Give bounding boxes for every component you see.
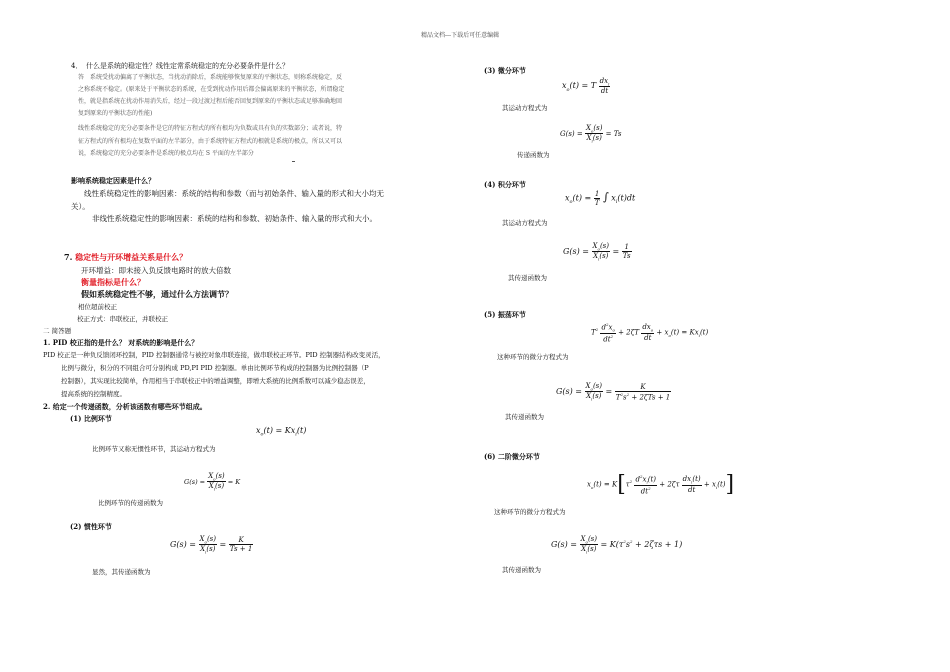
page-header: 精品文档---下载后可任意编辑 <box>421 32 500 39</box>
integral-text: 其运动方程式为 <box>502 219 548 227</box>
stability-factors-nonlinear: 非线性系统稳定性的影响因素：系统的结构和参数、初始条件、输入量的形式和大小。 <box>92 214 377 223</box>
question-7 <box>64 252 187 263</box>
second-order-derivative-equation: $x_o(t) = K[\tau^2$ $\frac{d^2x_i(t)}{dt^2}$ + 2ζτ $\frac{dx_i(t)}{dt}$ + $x_i(t)$] <box>587 472 735 497</box>
correction-methods: 校正方式：串联校正，并联校正 <box>77 315 168 323</box>
stability-factors-linear: 线性系统稳定性的影响因素：系统的结构和参数（而与初始条件、输入量的形式和大小均无 <box>84 189 384 198</box>
oscillation-text: 这种环节的微分方程式为 <box>497 353 569 361</box>
second-order-derivative-text: 这种环节的微分方程式为 <box>494 508 566 516</box>
q4-answer-line-7: 说，系统稳定的充分必要条件是系统的极点均在 S 平面的左半部分 <box>78 150 254 157</box>
question-7-number: 7. <box>64 252 73 262</box>
pid-question: 1. PID 校正指的是什么？ 对系统的影响是什么？ <box>43 338 199 347</box>
question-7-text: 稳定性与开环增益关系是什么？ <box>75 252 188 262</box>
derivative-text: 其运动方程式为 <box>502 104 548 112</box>
oscillation-equation: $T^2$ $\frac{d^2x_o}{dt^2}$ + 2ζT $\frac{dx_o}{dt}$ + $x_o(t) = Kx_i(t)$ <box>591 322 709 344</box>
q4-answer-line-1: 答 系统受扰动偏离了平衡状态，当扰动消除后，系统能够恢复原来的平衡状态，则称系统稳定，反 <box>78 74 343 81</box>
proportional-text: 比例环节又称无惯性环节，其运动方程式为 <box>92 445 216 453</box>
oscillation-tf-label: 其传递函数为 <box>505 413 544 421</box>
proportional-equation: $x_o(t) = Kx_i(t)$ <box>256 426 307 438</box>
adjust-method-question: 假如系统稳定性不够，通过什么方法调节？ <box>81 289 233 299</box>
q4-answer-line-5: 线性系统稳定的充分必要条件是它的特征方程式的所有根均为负数或具有负的实数部分；或者说，特 <box>78 125 343 132</box>
q4-answer-line-6: 征方程式的所有根均在复数平面的左半部分，由于系统特征方程式的根就是系统的极点，所以又可以 <box>78 138 343 145</box>
derivative-tf-label: 传递函数为 <box>517 151 550 159</box>
proportional-transfer-function: G(s) = $\frac{X_o(s)}{X_i(s)}$ = K <box>184 472 241 492</box>
integral-tf-label: 其传递函数为 <box>508 274 547 282</box>
stability-factors-linear-cont: 关）。 <box>71 202 90 211</box>
oscillation-transfer-function: G(s) = $\frac{X_o(s)}{X_i(s)}$ = $\frac{K}{T^2s^2 + 2\zeta Ts + 1}$ <box>556 382 671 402</box>
open-loop-gain-definition: 开环增益：即未接入负反馈电路时的放大倍数 <box>81 266 231 275</box>
integral-transfer-function: G(s) = $\frac{X_o(s)}{X_i(s)}$ = $\frac{1}{Ts}$ <box>563 242 631 262</box>
second-order-derivative-title: (6) 二阶微分环节 <box>484 452 540 461</box>
phase-lead-correction: 相位超前校正 <box>78 303 117 311</box>
derivative-transfer-function: G(s) = $\frac{X_o(s)}{X_i(s)}$ = Ts <box>560 124 622 144</box>
second-order-derivative-tf-label: 其传递函数为 <box>502 566 541 574</box>
q4-answer-line-2: 之称系统不稳定。(原来处于平衡状态的系统，在受到扰动作用后都会偏离原来的平衡状态，所谓稳定 <box>78 86 345 93</box>
q4-answer-line-4: 复到原来的平衡状态的性能) <box>78 110 153 117</box>
divider-mark <box>292 161 295 162</box>
section-heading: 二 简答题 <box>43 327 72 335</box>
pid-answer-line-2: 比例与微分，积分的不同组合可分别构成 PD,PI PID 控制器。单由比例环节构成的控制器为比例控制器（P <box>61 364 369 372</box>
q4-answer-line-3: 性，就是指系统在扰动作用消失后，经过一段过渡过程后能否回复到原来的平衡状态或足够准确地回 <box>78 98 343 105</box>
inertial-title: (2) 惯性环节 <box>70 522 112 531</box>
inertial-transfer-function: G(s) = $\frac{X_o(s)}{X_i(s)}$ = $\frac{K}{Ts + 1}$ <box>170 535 253 555</box>
oscillation-title: (5) 振荡环节 <box>484 310 526 319</box>
question-4: 4． 什么是系统的稳定性？线性定常系统稳定的充分必要条件是什么？ <box>71 62 289 70</box>
pid-answer-line-3: 控制器），其实现比较简单，作用相当于串联校正中的增益调整，即增大系统的比例系数可以减少稳态误差， <box>61 377 370 385</box>
inertial-text: 显然，其传递函数为 <box>92 568 151 576</box>
pid-answer-line-1: PID 校正是一种负反馈闭环控制，PID 控制器通常与被控对象串联连接，做串联校正环节。PID 控制器结构改变灵活， <box>43 351 385 359</box>
integral-title: (4) 积分环节 <box>484 180 526 189</box>
second-order-derivative-transfer-function: G(s) = $\frac{X_o(s)}{X_i(s)}$ = $K(\tau^2s^2 + 2\zeta\tau s + 1)$ <box>551 535 683 555</box>
stability-factors-question: 影响系统稳定因素是什么？ <box>71 176 155 185</box>
integral-equation: $x_o(t)$ = $\frac{1}{T}$ ∫ $x_i(t)dt$ <box>565 190 636 207</box>
derivative-title: (3) 微分环节 <box>484 66 526 75</box>
proportional-title: (1) 比例环节 <box>70 414 112 423</box>
metric-question: 衡量指标是什么？ <box>81 277 145 287</box>
derivative-equation: $x_o(t) = T$ $\frac{dx_i}{dt}$ <box>562 77 610 96</box>
transfer-function-question: 2. 给定一个传递函数，分析该函数有哪些环节组成。 <box>43 402 207 411</box>
proportional-tf-label: 比例环节的传递函数为 <box>98 499 163 507</box>
pid-answer-line-4: 提高系统的控制精度。 <box>61 390 126 398</box>
